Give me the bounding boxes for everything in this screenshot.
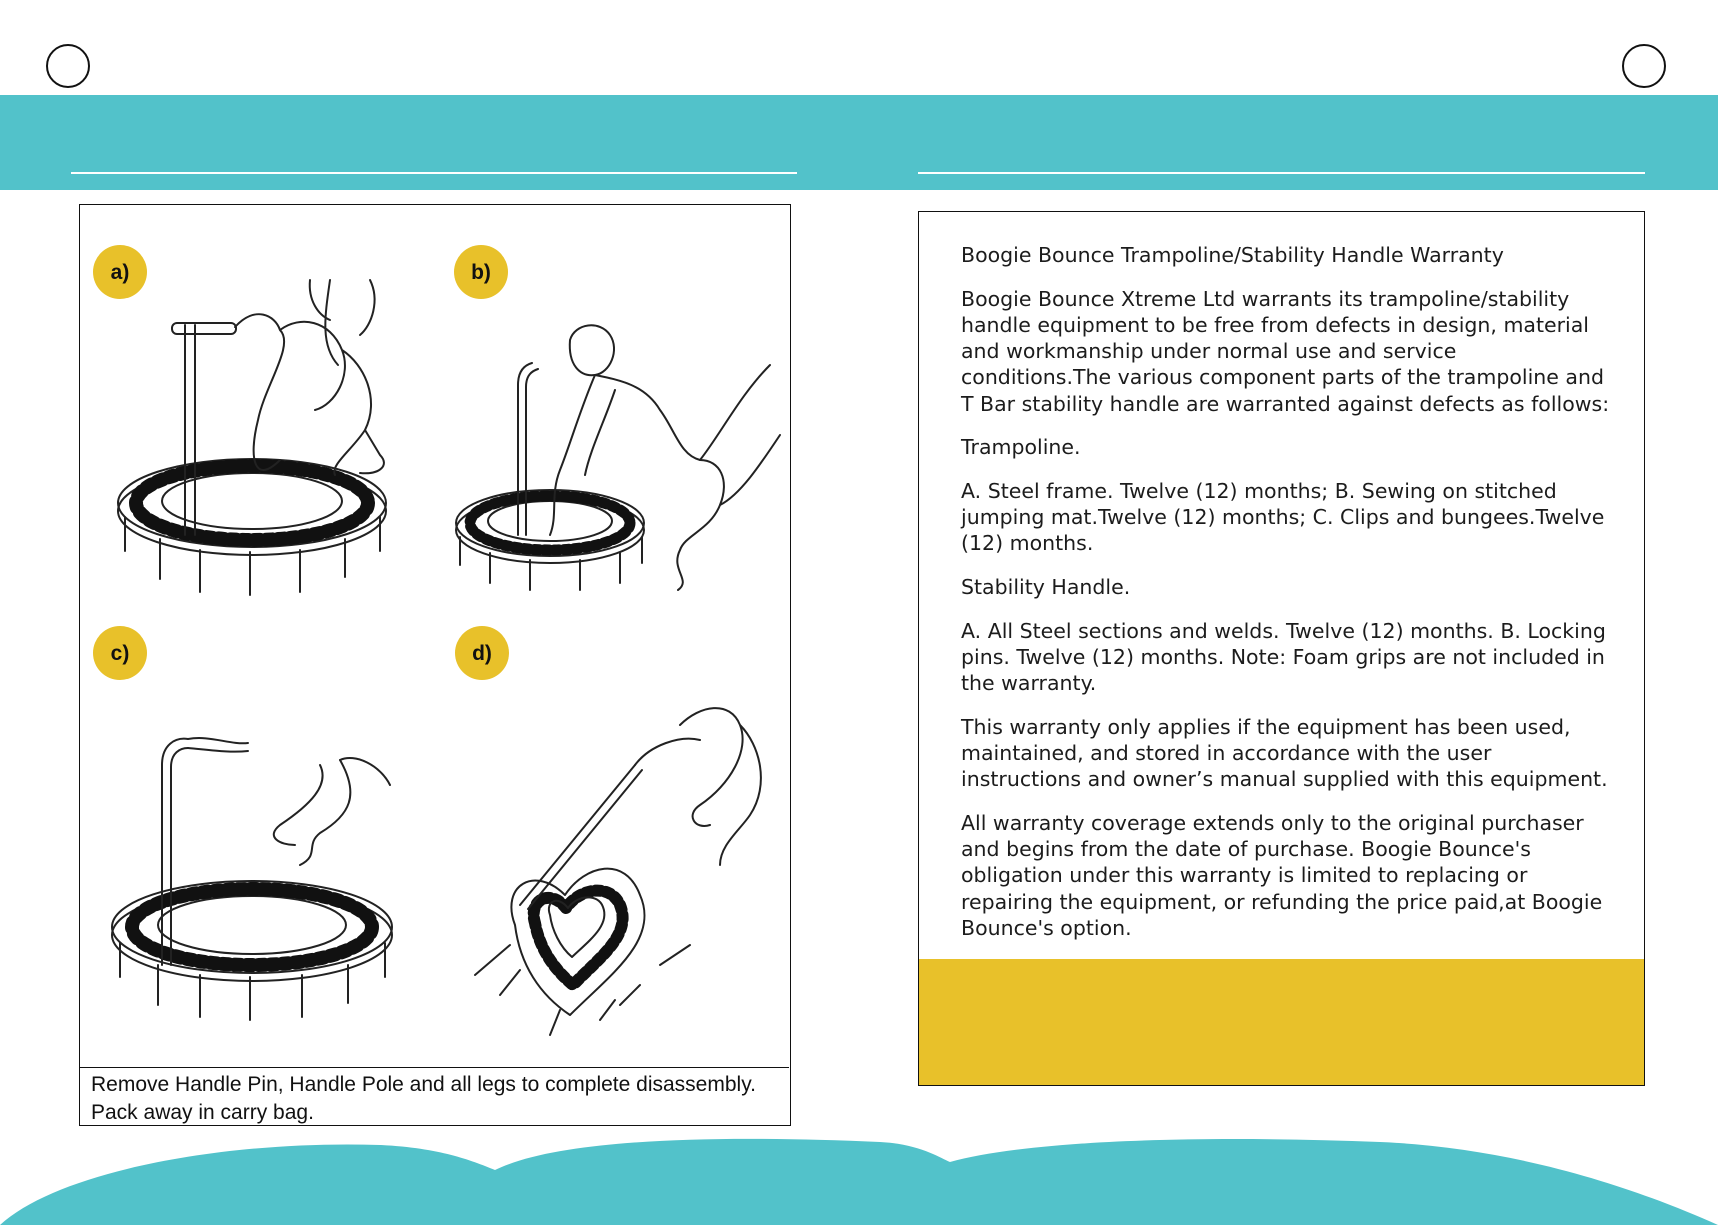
step-badge-a <box>93 245 147 299</box>
binder-hole-right <box>1622 44 1666 88</box>
trampoline-heading: Trampoline. <box>961 435 1081 460</box>
header-band <box>0 95 1718 190</box>
warranty-conditions: This warranty only applies if the equipment has been used, maintained, and stored in accordance with the user instructions and owner’s manual supplied with this equipment. <box>961 714 1608 792</box>
illustration-step-d <box>475 708 761 1035</box>
trampoline-terms: A. Steel frame. Twelve (12) months; B. Sewing on stitched jumping mat.Twelve (12) months; C. Clips and bungees.Twelve (12) months. <box>961 478 1605 556</box>
warranty-title: Boogie Bounce Trampoline/Stability Handle Warranty <box>961 243 1504 267</box>
illustration-step-c <box>112 738 392 1020</box>
disassembly-caption: Remove Handle Pin, Handle Pole and all legs to complete disassembly. Pack away in carry bag. <box>80 1067 789 1124</box>
disassembly-illustrations <box>80 205 789 1067</box>
step-badge-b <box>454 245 508 299</box>
warranty-text <box>961 242 1611 958</box>
binder-hole-left <box>46 44 90 88</box>
stability-handle-heading: Stability Handle. <box>961 575 1131 600</box>
stability-handle-terms: A. All Steel sections and welds. Twelve (12) months. B. Locking pins. Twelve (12) months. Note: Foam grips are not included in the warranty. <box>961 618 1606 696</box>
bottom-waves <box>0 1120 1718 1225</box>
yellow-footer-block <box>919 959 1645 1086</box>
disassembly-panel <box>79 204 791 1126</box>
header-rule-right <box>918 172 1645 174</box>
warranty-panel <box>918 211 1645 1086</box>
illustration-step-a <box>118 280 386 595</box>
illustration-step-b <box>456 325 780 590</box>
warranty-coverage: All warranty coverage extends only to the original purchaser and begins from the date of purchase. Boogie Bounce's obligation under this warranty is limited to replacing or repairing the equipment, or refunding the price paid,at Boogie Bounce's option. <box>961 810 1603 940</box>
header-rule-left <box>71 172 797 174</box>
step-badge-d <box>455 626 509 680</box>
step-badge-c <box>93 626 147 680</box>
step-label-b: b) <box>471 261 491 284</box>
step-label-d: d) <box>472 642 492 665</box>
warranty-intro: Boogie Bounce Xtreme Ltd warrants its trampoline/stability handle equipment to be free from defects in design, material and workmanship under normal use and service conditions.The various component parts of the trampoline and T Bar stability handle are warranted against defects as follows: <box>961 286 1610 416</box>
step-label-c: c) <box>110 642 130 665</box>
step-label-a: a) <box>110 261 130 284</box>
